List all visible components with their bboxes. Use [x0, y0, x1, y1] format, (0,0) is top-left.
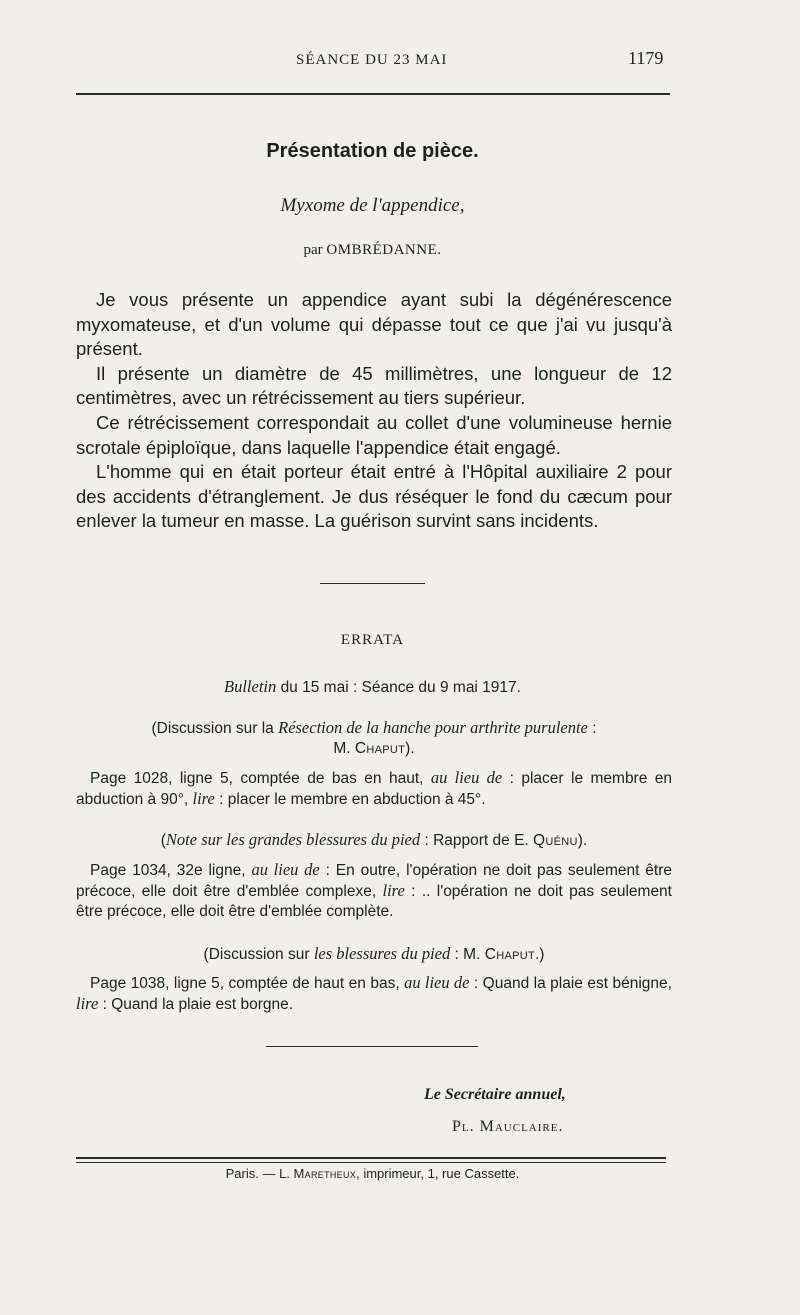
body-text: : En outre, l'opération ne doit pas seulement être précoce, elle doit être d'emblée complexe,: [76, 862, 672, 900]
erratum-2-heading: [76, 830, 672, 851]
paragraph: Je vous présente un appendice ayant subi la dégénérescence myxomateuse, et d'un volume qui dépasse tout ce que j'ai vu jusqu'à présent.: [76, 289, 672, 360]
author-prefix: par: [303, 242, 323, 258]
body-text: : Quand la plaie est borgne.: [102, 996, 294, 1013]
bulletin-text: du 15 mai : Séance du 9 mai 1917.: [280, 679, 521, 696]
body-text: : placer le membre en abduction à 90°,: [76, 770, 673, 808]
body-text: : placer le membre en abduction à 45°.: [219, 791, 486, 808]
body-text: : Quand la plaie est bénigne,: [473, 975, 672, 992]
heading-text: : Rapport de E.: [424, 832, 529, 849]
bulletin-label: Bulletin: [224, 677, 277, 696]
signature-name: Pl. Mauclaire.: [452, 1118, 564, 1135]
section-divider: [320, 583, 425, 584]
heading-text: : M.: [454, 946, 481, 963]
footer-rule: [76, 1157, 666, 1159]
body-text: Page 1028, ligne 5, comptée de bas en haut,: [90, 770, 424, 787]
body-italic: au lieu de: [404, 973, 470, 992]
erratum-2-body: [76, 860, 672, 922]
body-text: Page 1038, ligne 5, comptée de haut en bas,: [90, 975, 400, 992]
closing-divider: [266, 1046, 478, 1047]
body-italic: lire: [192, 789, 215, 808]
erratum-1-body: [76, 768, 672, 810]
heading-text: M.: [333, 740, 351, 757]
author-line: [0, 242, 745, 259]
section-title: Présentation de pièce.: [266, 140, 479, 162]
author-name: OMBRÉDANNE.: [326, 242, 442, 258]
erratum-1-heading: [76, 718, 672, 759]
heading-text: (Discussion sur: [203, 946, 310, 963]
erratum-3-heading: [76, 944, 672, 965]
heading-text: :: [592, 720, 597, 737]
heading-name: Chaput: [354, 740, 406, 757]
erratum-3-body: [76, 973, 672, 1015]
body-text: : .. l'opération ne doit pas seulement être précoce, elle doit être d'emblée complète.: [76, 883, 672, 920]
running-header: SÉANCE DU 23 MAI: [296, 52, 448, 68]
header-rule: [76, 93, 670, 95]
signature-title: Le Secrétaire annuel,: [424, 1086, 566, 1103]
paragraph: L'homme qui en était porteur était entré à l'Hôpital auxiliaire 2 pour des accidents d'étranglement. Je dus réséquer le fond du cæcum pour enlever la tumeur en masse. La guérison survint sans incidents.: [76, 461, 672, 532]
heading-text: (: [160, 832, 166, 849]
page-number: 1179: [628, 48, 664, 68]
body-text: Page 1034, 32e ligne,: [90, 862, 246, 879]
errata-bulletin: [0, 677, 745, 697]
heading-italic: les blessures du pied: [313, 944, 451, 963]
heading-name: Chaput: [484, 946, 535, 963]
article-subtitle: Myxome de l'appendice,: [280, 195, 465, 216]
footer-rule-thin: [76, 1162, 666, 1163]
heading-text: ).: [405, 740, 415, 757]
heading-italic: Résection de la hanche pour arthrite purulente: [278, 718, 588, 737]
heading-text: (Discussion sur la: [151, 720, 274, 737]
body-italic: au lieu de: [430, 768, 503, 787]
heading-text: ).: [577, 832, 588, 849]
heading-text: .): [534, 946, 545, 963]
printer-imprint: [0, 1166, 745, 1181]
imprint-text: , imprimeur, 1, rue Cassette.: [356, 1166, 520, 1181]
errata-title: ERRATA: [340, 632, 405, 648]
heading-name: Quénu: [533, 832, 578, 849]
body-italic: au lieu de: [251, 860, 320, 879]
paragraph: Ce rétrécissement correspondait au collet d'une volumineuse hernie scrotale épiploïque, dans laquelle l'appendice était engagé.: [76, 411, 672, 458]
body-italic: lire: [382, 881, 405, 900]
body-italic: lire: [76, 994, 99, 1013]
presentation-body: [76, 288, 672, 534]
heading-italic: Note sur les grandes blessures du pied: [165, 830, 421, 849]
paragraph: Il présente un diamètre de 45 millimètres, une longueur de 12 centimètres, avec un rétrécissement au tiers supérieur.: [76, 362, 672, 409]
imprint-text: Paris. — L.: [225, 1166, 290, 1181]
imprint-printer: Maretheux: [293, 1166, 357, 1181]
